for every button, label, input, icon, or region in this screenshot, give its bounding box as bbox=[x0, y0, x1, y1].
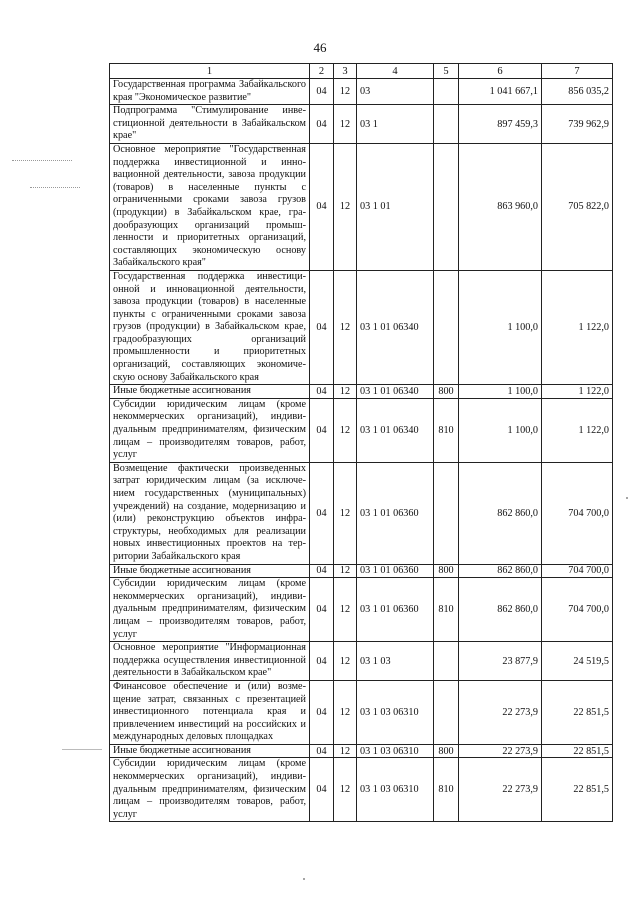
row-name: Подпрограмма "Стимулирование инвестиционной деятельности в Забайкальском крае" bbox=[110, 105, 310, 144]
row-code-4: 03 1 bbox=[357, 105, 434, 144]
row-amount-7: 705 822,0 bbox=[542, 143, 613, 270]
row-code-5 bbox=[434, 462, 459, 564]
scan-artifact-dot bbox=[303, 878, 305, 880]
table-row bbox=[110, 578, 613, 642]
column-header: 1 bbox=[110, 64, 310, 79]
column-header: 6 bbox=[459, 64, 542, 79]
row-code-3: 12 bbox=[334, 385, 357, 399]
table-row bbox=[110, 680, 613, 744]
row-amount-6: 862 860,0 bbox=[459, 462, 542, 564]
row-name: Иные бюджетные ассигнования bbox=[110, 564, 310, 578]
row-amount-6: 897 459,3 bbox=[459, 105, 542, 144]
row-code-3: 12 bbox=[334, 680, 357, 744]
row-name: Субсидии юридическим лицам (кроме некоммерческих организаций), индивидуальным предпринимателям, физическим лицам – производителям товаров, работ, услуг bbox=[110, 758, 310, 822]
table-row bbox=[110, 462, 613, 564]
row-code-4: 03 1 01 06340 bbox=[357, 385, 434, 399]
row-code-5 bbox=[434, 143, 459, 270]
row-code-4: 03 1 01 06340 bbox=[357, 270, 434, 384]
column-header: 3 bbox=[334, 64, 357, 79]
scan-artifact-line bbox=[62, 749, 102, 750]
table-row bbox=[110, 143, 613, 270]
row-code-2: 04 bbox=[310, 642, 334, 681]
row-name: Субсидии юридическим лицам (кроме некоммерческих организаций), индивидуальным предпринимателям, физическим лицам – производителям товаров, работ, услуг bbox=[110, 578, 310, 642]
row-amount-7: 704 700,0 bbox=[542, 578, 613, 642]
column-header: 7 bbox=[542, 64, 613, 79]
scan-artifact-line bbox=[12, 160, 72, 161]
row-code-2: 04 bbox=[310, 462, 334, 564]
row-name: Основное мероприятие "Информационная поддержка осуществления инвестиционной деятельности в Забайкальском крае" bbox=[110, 642, 310, 681]
table-row bbox=[110, 744, 613, 758]
row-code-4: 03 1 03 06310 bbox=[357, 744, 434, 758]
row-code-3: 12 bbox=[334, 270, 357, 384]
table-header-row bbox=[110, 64, 613, 79]
row-code-5 bbox=[434, 642, 459, 681]
row-amount-6: 23 877,9 bbox=[459, 642, 542, 681]
row-code-4: 03 1 01 06360 bbox=[357, 462, 434, 564]
row-code-3: 12 bbox=[334, 398, 357, 462]
row-amount-6: 862 860,0 bbox=[459, 578, 542, 642]
scan-artifact-line bbox=[30, 187, 80, 188]
row-code-3: 12 bbox=[334, 758, 357, 822]
column-header: 5 bbox=[434, 64, 459, 79]
row-code-4: 03 1 03 06310 bbox=[357, 680, 434, 744]
row-amount-7: 22 851,5 bbox=[542, 680, 613, 744]
row-code-3: 12 bbox=[334, 462, 357, 564]
row-amount-7: 739 962,9 bbox=[542, 105, 613, 144]
row-code-4: 03 1 01 06360 bbox=[357, 578, 434, 642]
column-header: 4 bbox=[357, 64, 434, 79]
row-code-2: 04 bbox=[310, 398, 334, 462]
scan-artifact-dot bbox=[626, 497, 628, 499]
row-amount-6: 1 100,0 bbox=[459, 398, 542, 462]
row-code-2: 04 bbox=[310, 105, 334, 144]
row-name: Возмещение фактически произведенных затрат юридическим лицам (за исключением государственных (муниципальных) учреждений) на создание, модернизацию и (или) реконструкцию объектов инфраструктуры, необходимых для реализации новых инвестиционных проектов на территории Забайкальского края bbox=[110, 462, 310, 564]
row-name: Иные бюджетные ассигнования bbox=[110, 385, 310, 399]
row-name: Государственная поддержка инвестиционной и инновационной деятельности, завоза продукции (товаров) в населенные пункты с ограниченными сроками завоза грузов (продукции) в Забайкальском крае, градообразующих организаций промышленности и приоритетных организаций, составляющих экономическую основу Забайкальского края bbox=[110, 270, 310, 384]
row-code-5: 810 bbox=[434, 578, 459, 642]
row-amount-6: 863 960,0 bbox=[459, 143, 542, 270]
row-amount-7: 22 851,5 bbox=[542, 758, 613, 822]
row-code-5 bbox=[434, 270, 459, 384]
row-name: Основное мероприятие "Государственная поддержка инвестиционной и инновационной деятельности, завоза продукции (товаров) в населенные пункты с ограниченными сроками завоза грузов (продукции) в Забайкальском крае, градообразующих организаций промышленности и приоритетных организаций, составляющих экономическую основу Забайкальского края" bbox=[110, 143, 310, 270]
row-code-5: 800 bbox=[434, 564, 459, 578]
row-code-2: 04 bbox=[310, 744, 334, 758]
row-code-3: 12 bbox=[334, 642, 357, 681]
row-code-4: 03 bbox=[357, 79, 434, 105]
row-code-5: 800 bbox=[434, 385, 459, 399]
row-code-2: 04 bbox=[310, 143, 334, 270]
row-amount-6: 1 100,0 bbox=[459, 270, 542, 384]
row-code-4: 03 1 01 06360 bbox=[357, 564, 434, 578]
row-name: Финансовое обеспечение и (или) возмещение затрат, связанных с презентацией инвестиционного потенциала края и привлечением инвестиций на российских и международных деловых площадках bbox=[110, 680, 310, 744]
row-amount-7: 1 122,0 bbox=[542, 398, 613, 462]
row-amount-6: 22 273,9 bbox=[459, 758, 542, 822]
row-code-2: 04 bbox=[310, 758, 334, 822]
table-row bbox=[110, 105, 613, 144]
budget-table bbox=[109, 63, 613, 822]
row-code-2: 04 bbox=[310, 564, 334, 578]
row-amount-7: 704 700,0 bbox=[542, 462, 613, 564]
row-amount-7: 1 122,0 bbox=[542, 270, 613, 384]
row-code-2: 04 bbox=[310, 385, 334, 399]
row-amount-6: 22 273,9 bbox=[459, 744, 542, 758]
row-code-3: 12 bbox=[334, 578, 357, 642]
row-code-5: 810 bbox=[434, 758, 459, 822]
row-amount-7: 1 122,0 bbox=[542, 385, 613, 399]
row-code-3: 12 bbox=[334, 105, 357, 144]
row-code-4: 03 1 03 bbox=[357, 642, 434, 681]
row-amount-6: 1 100,0 bbox=[459, 385, 542, 399]
row-code-3: 12 bbox=[334, 744, 357, 758]
row-code-5: 810 bbox=[434, 398, 459, 462]
row-code-2: 04 bbox=[310, 680, 334, 744]
column-header: 2 bbox=[310, 64, 334, 79]
table-row bbox=[110, 758, 613, 822]
row-code-3: 12 bbox=[334, 564, 357, 578]
row-code-4: 03 1 03 06310 bbox=[357, 758, 434, 822]
table-row bbox=[110, 642, 613, 681]
table-row bbox=[110, 79, 613, 105]
table-row bbox=[110, 385, 613, 399]
row-amount-7: 704 700,0 bbox=[542, 564, 613, 578]
row-name: Иные бюджетные ассигнования bbox=[110, 744, 310, 758]
row-code-4: 03 1 01 06340 bbox=[357, 398, 434, 462]
row-name: Государственная программа Забайкальского края "Экономическое развитие" bbox=[110, 79, 310, 105]
row-code-2: 04 bbox=[310, 79, 334, 105]
row-code-4: 03 1 01 bbox=[357, 143, 434, 270]
row-amount-7: 22 851,5 bbox=[542, 744, 613, 758]
page-number: 46 bbox=[313, 40, 327, 55]
table-row bbox=[110, 564, 613, 578]
row-code-5 bbox=[434, 105, 459, 144]
row-code-5 bbox=[434, 680, 459, 744]
row-amount-6: 22 273,9 bbox=[459, 680, 542, 744]
row-amount-6: 862 860,0 bbox=[459, 564, 542, 578]
row-amount-7: 24 519,5 bbox=[542, 642, 613, 681]
row-code-3: 12 bbox=[334, 143, 357, 270]
row-amount-6: 1 041 667,1 bbox=[459, 79, 542, 105]
row-code-5 bbox=[434, 79, 459, 105]
row-code-3: 12 bbox=[334, 79, 357, 105]
row-code-5: 800 bbox=[434, 744, 459, 758]
table-row bbox=[110, 270, 613, 384]
row-code-2: 04 bbox=[310, 270, 334, 384]
row-amount-7: 856 035,2 bbox=[542, 79, 613, 105]
table-row bbox=[110, 398, 613, 462]
row-name: Субсидии юридическим лицам (кроме некоммерческих организаций), индивидуальным предпринимателям, физическим лицам – производителям товаров, работ, услуг bbox=[110, 398, 310, 462]
row-code-2: 04 bbox=[310, 578, 334, 642]
